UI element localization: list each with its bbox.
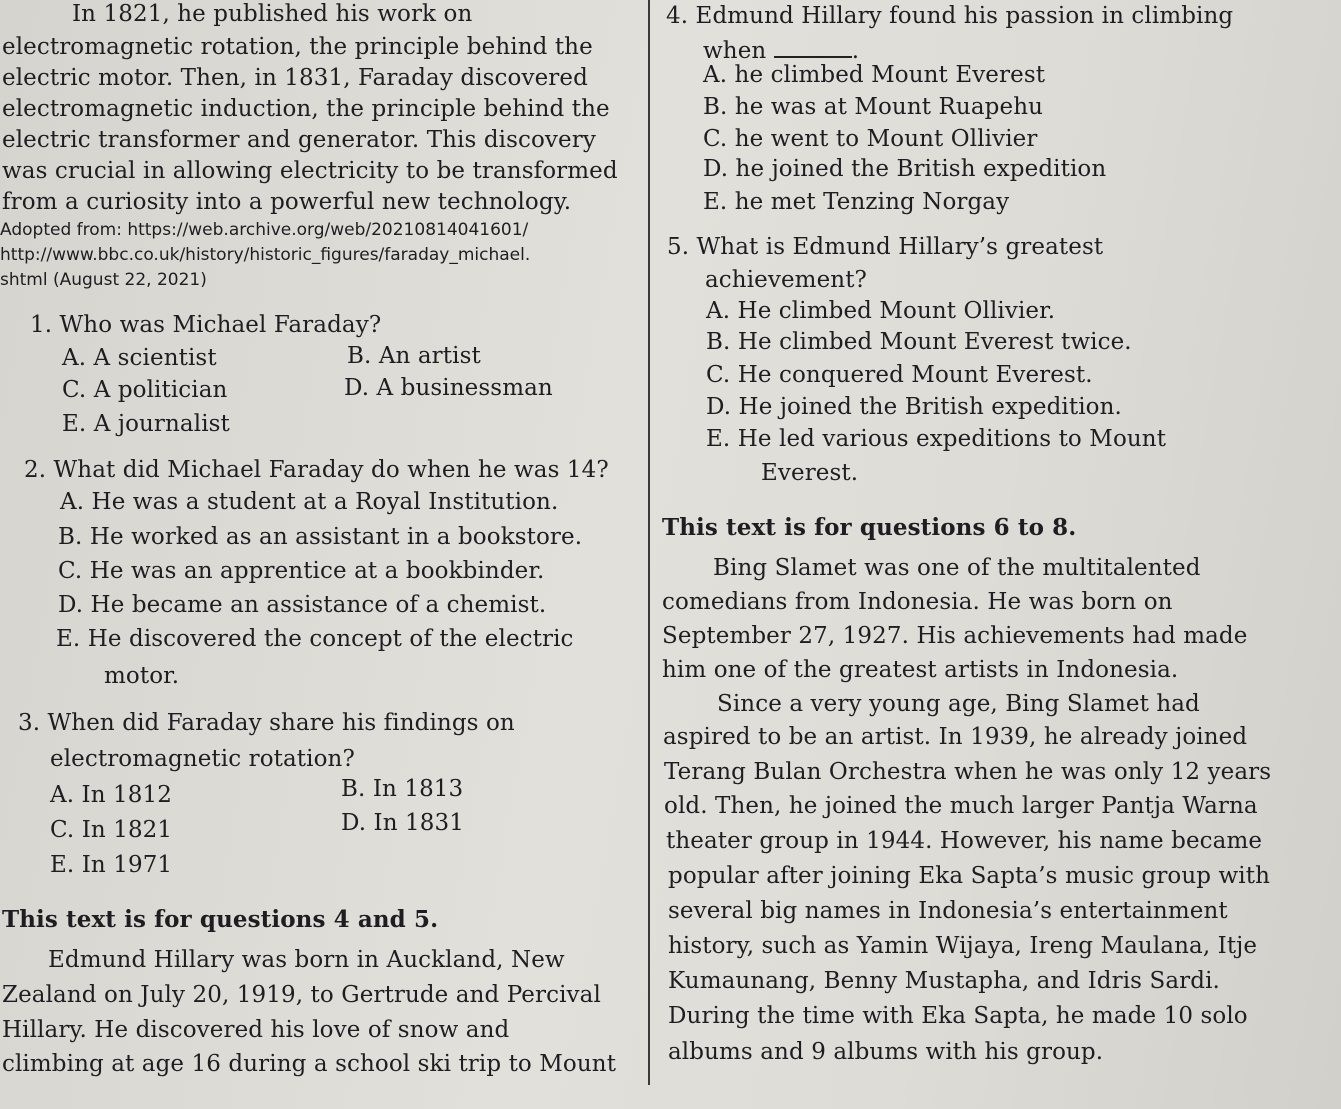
hillary-line-3: Hillary. He discovered his love of snow and: [2, 1017, 510, 1043]
q4-answer-blank[interactable]: [774, 38, 852, 58]
bing-line-4: him one of the greatest artists in Indonesia.: [662, 657, 1179, 683]
q5-option-e-cont: Everest.: [761, 460, 859, 486]
q3-option-d[interactable]: D. In 1831: [341, 810, 464, 836]
q4-option-d[interactable]: D. he joined the British expedition: [703, 156, 1107, 182]
q5-question-cont: achievement?: [705, 267, 867, 293]
q3-question-cont: electromagnetic rotation?: [50, 746, 355, 772]
q4-option-a[interactable]: A. he climbed Mount Everest: [703, 62, 1046, 88]
q4-when-text: when: [703, 38, 767, 64]
bing-heading: This text is for questions 6 to 8.: [662, 514, 1077, 541]
q1-question: 1. Who was Michael Faraday?: [30, 312, 382, 338]
bing-line-13: Kumaunang, Benny Mustapha, and Idris Sardi.: [668, 968, 1220, 994]
q3-option-a[interactable]: A. In 1812: [50, 782, 172, 808]
faraday-line-1: In 1821, he published his work on: [72, 1, 473, 27]
source-line-3: shtml (August 22, 2021): [0, 270, 207, 290]
q2-option-c[interactable]: C. He was an apprentice at a bookbinder.: [58, 558, 545, 584]
faraday-line-3: electric motor. Then, in 1831, Faraday discovered: [2, 65, 588, 91]
bing-line-10: popular after joining Eka Sapta’s music group with: [668, 863, 1271, 889]
q3-option-e[interactable]: E. In 1971: [50, 852, 173, 878]
q2-option-a[interactable]: A. He was a student at a Royal Institution.: [60, 489, 559, 515]
q5-question: 5. What is Edmund Hillary’s greatest: [667, 234, 1104, 260]
faraday-line-7: from a curiosity into a powerful new technology.: [2, 189, 572, 215]
bing-line-5: Since a very young age, Bing Slamet had: [717, 691, 1200, 717]
bing-line-1: Bing Slamet was one of the multitalented: [713, 555, 1201, 581]
faraday-line-5: electric transformer and generator. This discovery: [2, 127, 596, 153]
bing-line-9: theater group in 1944. However, his name became: [666, 828, 1263, 854]
bing-line-14: During the time with Eka Sapta, he made 10 solo: [668, 1003, 1248, 1029]
hillary-line-2: Zealand on July 20, 1919, to Gertrude and Percival: [2, 982, 601, 1008]
q5-option-a[interactable]: A. He climbed Mount Ollivier.: [706, 298, 1056, 324]
q4-period: .: [851, 38, 860, 64]
faraday-line-2: electromagnetic rotation, the principle behind the: [2, 34, 593, 60]
bing-line-12: history, such as Yamin Wijaya, Ireng Maulana, Itje: [668, 933, 1258, 959]
q2-option-d[interactable]: D. He became an assistance of a chemist.: [58, 592, 547, 618]
bing-line-11: several big names in Indonesia’s entertainment: [668, 898, 1228, 924]
q5-option-c[interactable]: C. He conquered Mount Everest.: [706, 362, 1093, 388]
bing-line-15: albums and 9 albums with his group.: [668, 1039, 1104, 1065]
bing-line-6: aspired to be an artist. In 1939, he already joined: [663, 724, 1248, 750]
bing-line-3: September 27, 1927. His achievements had made: [662, 623, 1248, 649]
hillary-heading: This text is for questions 4 and 5.: [2, 906, 439, 933]
q3-option-b[interactable]: B. In 1813: [341, 776, 464, 802]
q4-option-b[interactable]: B. he was at Mount Ruapehu: [703, 94, 1044, 120]
q2-option-e-cont: motor.: [104, 663, 180, 689]
q1-option-e[interactable]: E. A journalist: [62, 411, 230, 437]
q3-question: 3. When did Faraday share his findings on: [18, 710, 515, 736]
q4-option-e[interactable]: E. he met Tenzing Norgay: [703, 189, 1010, 215]
hillary-line-4: climbing at age 16 during a school ski trip to Mount: [2, 1051, 617, 1077]
faraday-line-6: was crucial in allowing electricity to be transformed: [2, 158, 618, 184]
bing-line-8: old. Then, he joined the much larger Pantja Warna: [664, 793, 1258, 819]
q4-question: 4. Edmund Hillary found his passion in climbing: [666, 3, 1234, 29]
hillary-line-1: Edmund Hillary was born in Auckland, New: [48, 947, 565, 973]
q4-option-c[interactable]: C. he went to Mount Ollivier: [703, 126, 1038, 152]
q2-question: 2. What did Michael Faraday do when he was 14?: [24, 457, 609, 483]
q2-option-e[interactable]: E. He discovered the concept of the electric: [56, 626, 574, 652]
q1-option-c[interactable]: C. A politician: [62, 377, 228, 403]
q5-option-b[interactable]: B. He climbed Mount Everest twice.: [706, 329, 1132, 355]
bing-line-7: Terang Bulan Orchestra when he was only 12 years: [664, 759, 1272, 785]
faraday-line-4: electromagnetic induction, the principle behind the: [2, 96, 610, 122]
column-divider: [648, 0, 650, 1085]
q5-option-e[interactable]: E. He led various expeditions to Mount: [706, 426, 1167, 452]
source-line-1: Adopted from: https://web.archive.org/web/20210814041601/: [0, 220, 529, 240]
q3-option-c[interactable]: C. In 1821: [50, 817, 173, 843]
q2-option-b[interactable]: B. He worked as an assistant in a bookstore.: [58, 524, 583, 550]
q5-option-d[interactable]: D. He joined the British expedition.: [706, 394, 1122, 420]
q1-option-b[interactable]: B. An artist: [347, 343, 481, 369]
q1-option-a[interactable]: A. A scientist: [62, 345, 217, 371]
source-line-2: http://www.bbc.co.uk/history/historic_figures/faraday_michael.: [0, 245, 531, 265]
q1-option-d[interactable]: D. A businessman: [344, 375, 553, 401]
bing-line-2: comedians from Indonesia. He was born on: [662, 589, 1173, 615]
